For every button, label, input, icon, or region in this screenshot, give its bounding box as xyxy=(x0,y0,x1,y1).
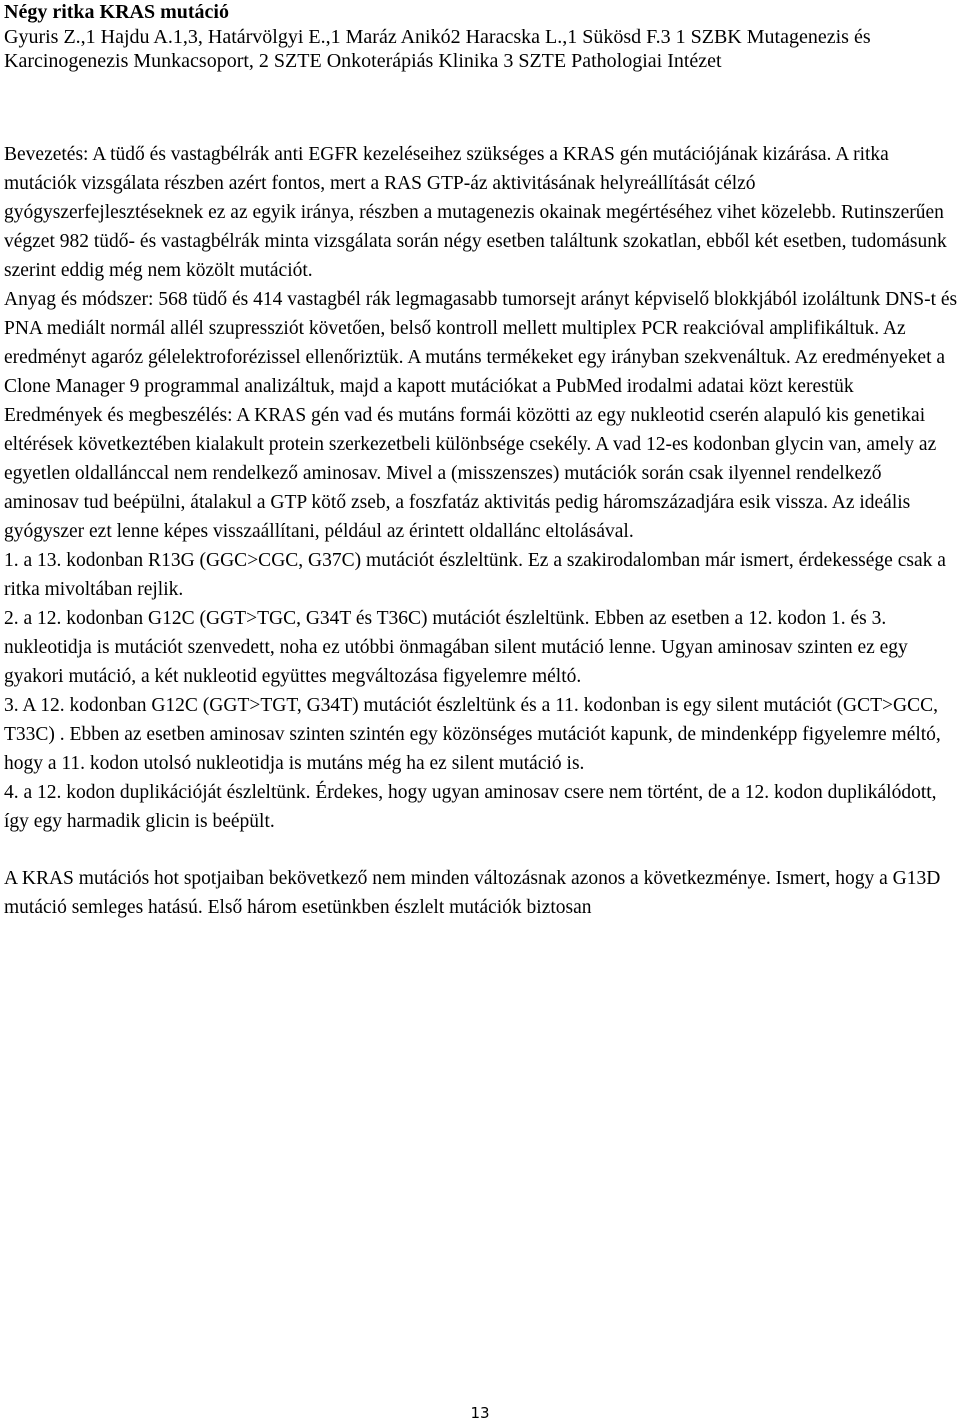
page-number: 13 xyxy=(470,1404,490,1422)
finding-item-2: 2. a 12. kodonban G12C (GGT>TGC, G34T és T36C) mutációt észleltünk. Ebben az esetben a 12. kodon 1. és 3. nukleotidja is mutációt szenvedett, noha ez utóbbi önmagában silent mutáció lenne. Ugyan aminosav szinten ez egy gyakori mutáció, a két nukleotid együttes megváltozása figyelemre méltó. xyxy=(4,608,908,687)
finding-item-3: 3. A 12. kodonban G12C (GGT>TGT, G34T) mutációt észleltünk és a 11. kodonban is egy silent mutációt (GCT>GCC, T33C) . Ebben az esetben aminosav szinten szintén egy közönséges mutációt kapunk, de mindenképp figyelemre méltó, hogy a 11. kodon utolsó nukleotidja is mutáns még ha ez silent mutáció is. xyxy=(4,695,941,774)
finding-item-1: 1. a 13. kodonban R13G (GGC>CGC, G37C) mutációt észleltünk. Ez a szakirodalomban már ismert, érdekessége csak a ritka mivoltában rejlik. xyxy=(4,550,946,600)
closing-paragraph: A KRAS mutációs hot spotjaiban bekövetkező nem minden változásnak azonos a következménye. Ismert, hogy a G13D mutáció semleges hatású. Első három esetünkben észlelt mutációk biztosan xyxy=(4,868,941,918)
methods-paragraph: Anyag és módszer: 568 tüdő és 414 vastagbél rák legmagasabb tumorsejt arányt képviselő blokkjából izoláltunk DNS-t és PNA mediált normál allél szupressziót követően, belső kontroll mellett multiplex PCR reakcióval amplifikáltuk. Az eredményt agaróz gélelektroforézissel ellenőriztük. A mutáns termékeket egy irányban szekvenáltuk. Az eredményeket a Clone Manager 9 programmal analizáltuk, majd a kapott mutációkat a PubMed irodalmi adatai közt kerestük xyxy=(4,289,958,397)
author-affiliations: Gyuris Z.,1 Hajdu A.1,3, Határvölgyi E.,1 Maráz Anikó2 Haracska L.,1 Sükösd F.3 1 SZBK Mutagenezis és Karcinogenezis Munkacsoport, 2 SZTE Onkoterápiás Klinika 3 SZTE Pathologiai Intézet xyxy=(4,26,871,72)
results-paragraph: Eredmények és megbeszélés: A KRAS gén vad és mutáns formái közötti az egy nukleotid cserén alapuló kis genetikai eltérések következtében kialakult protein szerkezetbeli különbsége csekély. A vad 12-es kodonban glycin van, amely az egyetlen oldallánccal nem rendelkező aminosav. Mivel a (misszenszes) mutációk során csak ilyennel rendelkező aminosav tud beépülni, átalakul a GTP kötő zseb, a foszfatáz aktivitás pedig háromszázadjára esik vissza. Az ideális gyógyszer ezt lenne képes visszaállítani, például az érintett oldallánc eltolásával. xyxy=(4,405,937,542)
finding-item-4: 4. a 12. kodon duplikációját észleltünk. Érdekes, hogy ugyan aminosav csere nem történt, de a 12. kodon duplikálódott, így egy harmadik glicin is beépült. xyxy=(4,782,937,832)
paragraph-spacer xyxy=(4,836,959,864)
intro-paragraph: Bevezetés: A tüdő és vastagbélrák anti EGFR kezeléseihez szükséges a KRAS gén mutációjának kizárása. A ritka mutációk vizsgálata részben azért fontos, mert a RAS GTP-áz aktivitásának helyreállítását célzó gyógyszerfejlesztéseknek ez az egyik iránya, részben a mutagenezis okainak megértéséhez vihet közelebb. Rutinszerűen végzet 982 tüdő- és vastagbélrák minta vizsgálata során négy esetben találtunk szokatlan, ebből két esetben, tudomásunk szerint eddig még nem közölt mutációt. xyxy=(4,144,947,281)
page-title: Négy ritka KRAS mutáció xyxy=(4,1,229,23)
abstract-body xyxy=(4,140,959,922)
